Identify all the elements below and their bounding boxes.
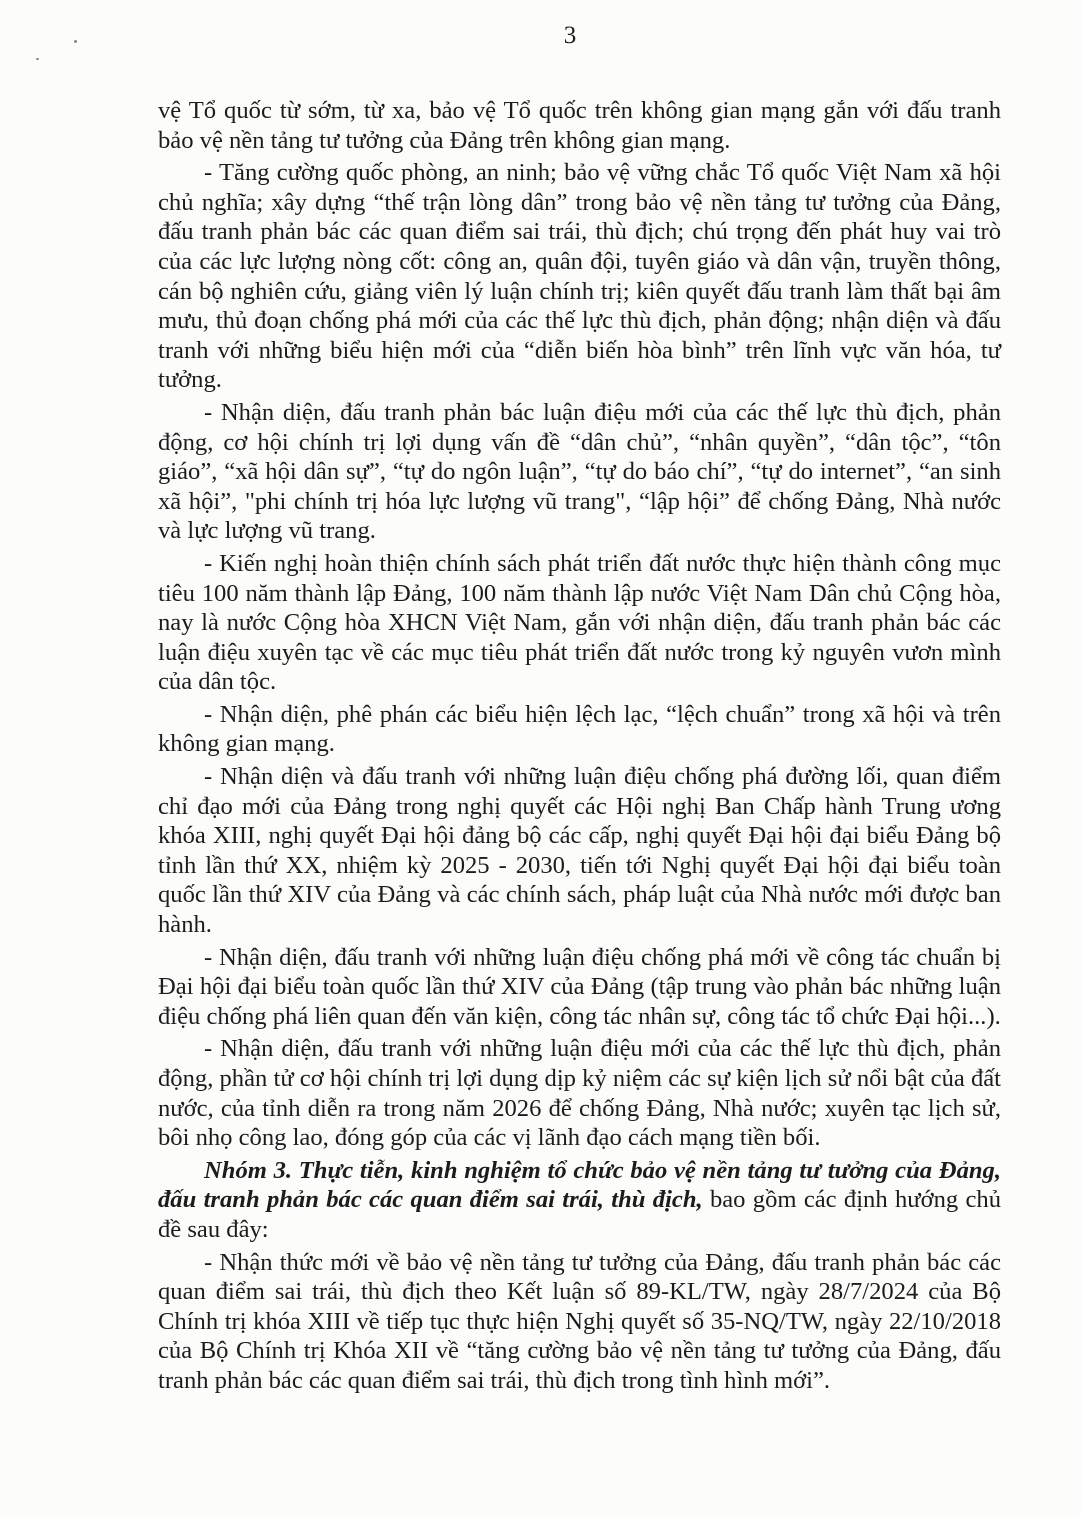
page-number: 3 xyxy=(563,22,577,49)
paragraph-text: - Nhận diện, phê phán các biểu hiện lệch lạc, “lệch chuẩn” trong xã hội và trên không gian mạng. xyxy=(158,700,1001,758)
scan-speck xyxy=(36,58,39,60)
paragraph-text: - Tăng cường quốc phòng, an ninh; bảo vệ vững chắc Tổ quốc Việt Nam xã hội chủ nghĩa; xây dựng “thế trận lòng dân” trong bảo vệ nền tảng tư tưởng của Đảng, đấu tranh phản bác các quan điểm sai trái, thù địch; chú trọng đến phát huy vai trò của các lực lượng nòng cốt: công an, quân đội, tuyên giáo và dân vận, truyền thông, cán bộ nghiên cứu, giảng viên lý luận chính trị; kiên quyết đấu tranh làm thất bại âm mưu, thủ đoạn chống phá mới của các thế lực thù địch, phản động; nhận diện và đấu tranh với những biểu hiện mới của “diễn biến hòa bình” trên lĩnh vực văn hóa, tư tưởng. xyxy=(158,159,1001,394)
paragraph xyxy=(158,158,1001,395)
section-heading: Nhóm 3. Thực tiễn, kinh nghiệm tổ chức bảo vệ nền tảng tư tưởng của Đảng, đấu tranh phản bác các quan điểm sai trái, thù địch, xyxy=(158,1156,1001,1214)
paragraph-text: - Nhận diện, đấu tranh với những luận điệu mới của các thế lực thù địch, phản động, phần tử cơ hội chính trị lợi dụng dịp kỷ niệm các sự kiện lịch sử nổi bật của đất nước, của tỉnh diễn ra trong năm 2026 để chống Đảng, Nhà nước; xuyên tạc lịch sử, bôi nhọ công lao, đóng góp của các vị lãnh đạo cách mạng tiền bối. xyxy=(158,1035,1001,1152)
paragraph xyxy=(158,700,1001,759)
paragraph-text: - Kiến nghị hoàn thiện chính sách phát triển đất nước thực hiện thành công mục tiêu 100 năm thành lập Đảng, 100 năm thành lập nước Việt Nam Dân chủ Cộng hòa, nay là nước Cộng hòa XHCN Việt Nam, gắn với nhận diện, đấu tranh phản bác các luận điệu xuyên tạc về các mục tiêu phát triển đất nước trong kỷ nguyên vươn mình của dân tộc. xyxy=(158,549,1001,696)
paragraph-text: bao gồm các định hướng chủ đề sau đây: xyxy=(158,1186,1001,1243)
paragraph xyxy=(158,943,1001,1032)
paragraph-text: - Nhận diện, đấu tranh phản bác luận điệu mới của các thế lực thù địch, phản động, cơ hội chính trị lợi dụng vấn đề “dân chủ”, “nhân quyền”, “dân tộc”, “tôn giáo”, “xã hội dân sự”, “tự do ngôn luận”, “tự do báo chí”, “tự do internet”, “an sinh xã hội”, "phi chính trị hóa lực lượng vũ trang", “lập hội” để chống Đảng, Nhà nước và lực lượng vũ trang. xyxy=(158,398,1001,545)
paragraph-text: - Nhận thức mới về bảo vệ nền tảng tư tưởng của Đảng, đấu tranh phản bác các quan điểm sai trái, thù địch theo Kết luận số 89-KL/TW, ngày 28/7/2024 của Bộ Chính trị khóa XIII về tiếp tục thực hiện Nghị quyết số 35-NQ/TW, ngày 22/10/2018 của Bộ Chính trị Khóa XII về “tăng cường bảo vệ nền tảng tư tưởng của Đảng, đấu tranh phản bác các quan điểm sai trái, thù địch trong tình hình mới”. xyxy=(158,1248,1001,1394)
document-body xyxy=(158,96,1001,1399)
paragraph xyxy=(158,549,1001,697)
paragraph xyxy=(158,762,1001,940)
paragraph xyxy=(158,1034,1001,1152)
paragraph-text: - Nhận diện, đấu tranh với những luận điệu chống phá mới về công tác chuẩn bị Đại hội đại biểu toàn quốc lần thứ XIV của Đảng (tập trung vào phản bác những luận điệu chống phá liên quan đến văn kiện, công tác nhân sự, công tác tổ chức Đại hội...). xyxy=(158,943,1001,1030)
paragraph xyxy=(158,398,1001,546)
paragraph-text: - Nhận diện và đấu tranh với những luận điệu chống phá đường lối, quan điểm chỉ đạo mới của Đảng trong nghị quyết các Hội nghị Ban Chấp hành Trung ương khóa XIII, nghị quyết Đại hội đảng bộ các cấp, nghị quyết Đại hội đại biểu Đảng bộ tỉnh lần thứ XX, nhiệm kỳ 2025 - 2030, tiến tới Nghị quyết Đại hội đại biểu toàn quốc lần thứ XIV của Đảng và các chính sách, pháp luật của Nhà nước mới được ban hành. xyxy=(158,763,1001,939)
paragraph-text: vệ Tổ quốc từ sớm, từ xa, bảo vệ Tổ quốc trên không gian mạng gắn với đấu tranh bảo vệ nền tảng tư tưởng của Đảng trên không gian mạng. xyxy=(158,97,1001,154)
paragraph xyxy=(158,96,1001,155)
section-heading-paragraph xyxy=(158,1156,1001,1245)
paragraph xyxy=(158,1248,1001,1396)
